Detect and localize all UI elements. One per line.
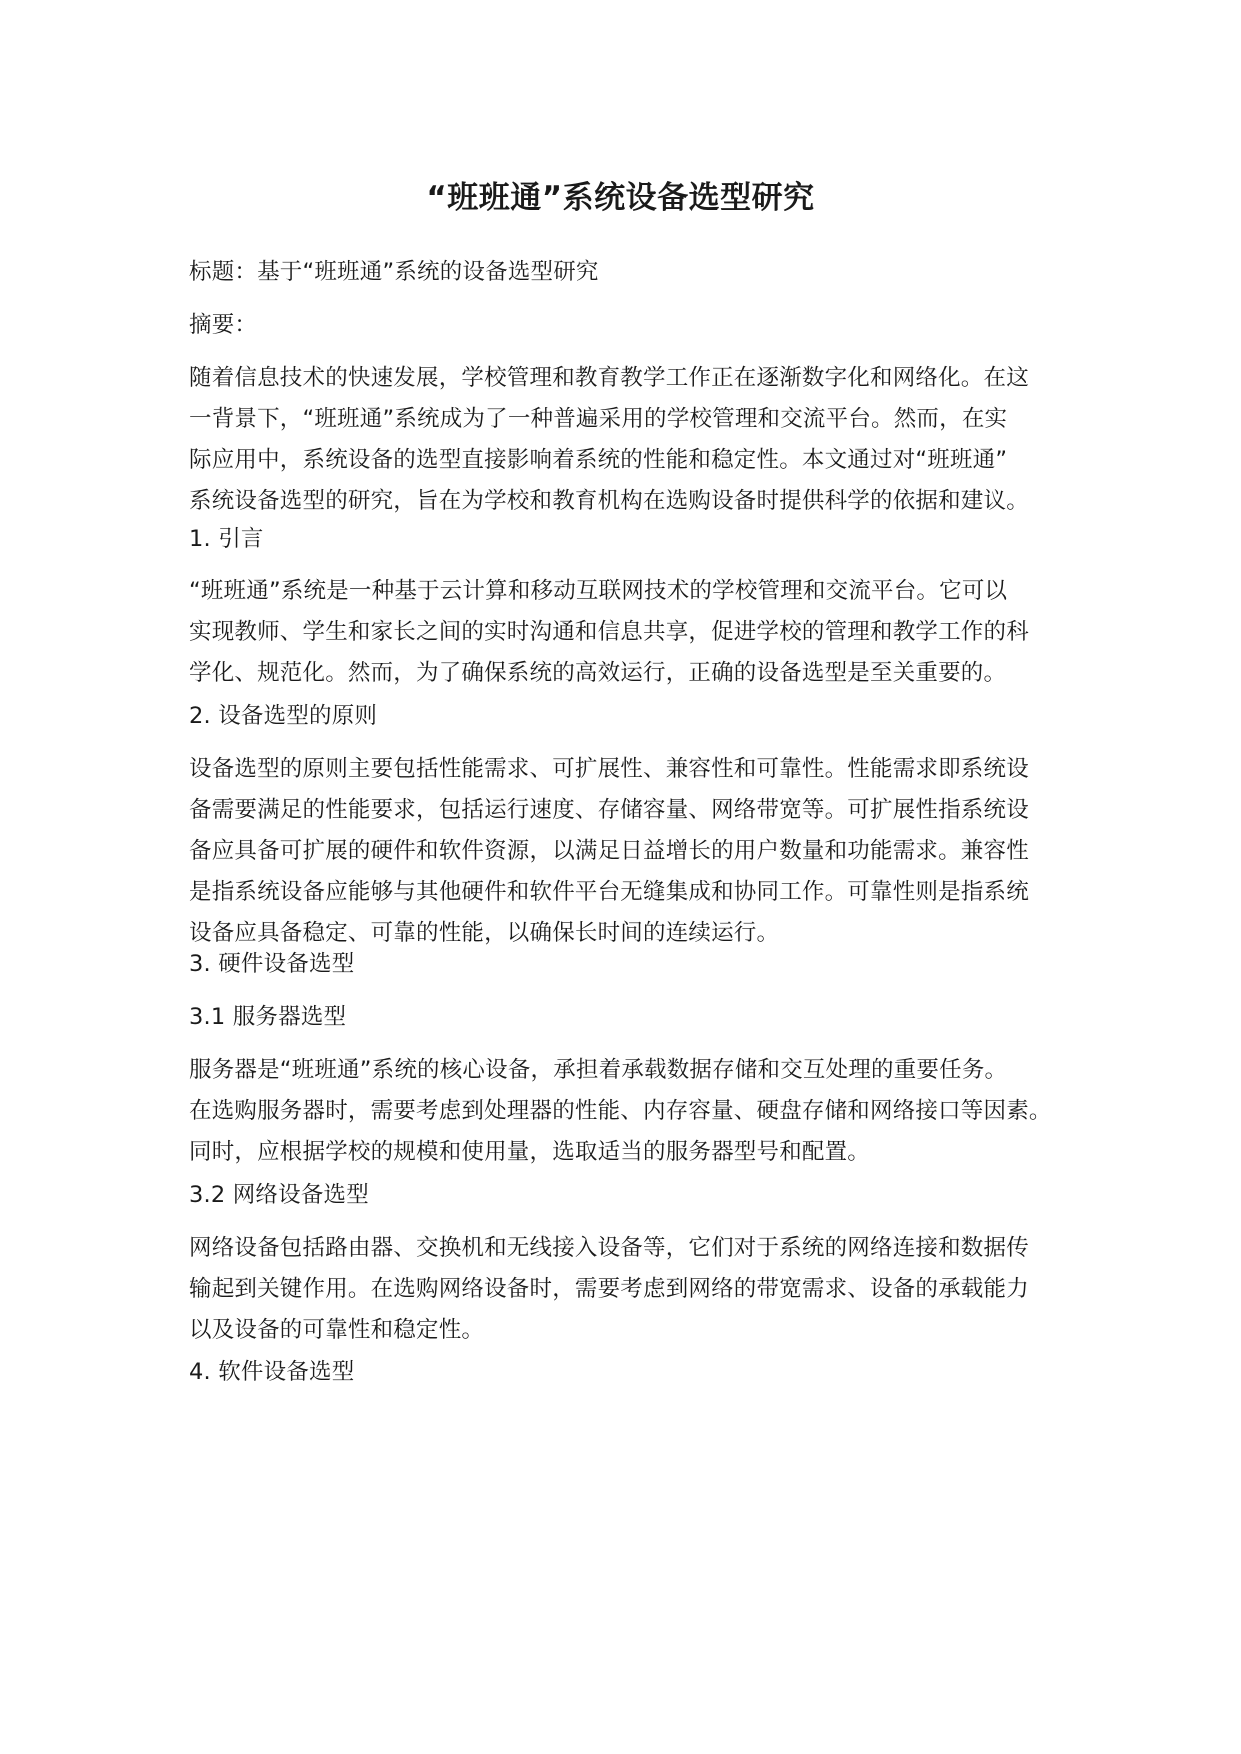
abstract-label: 摘要： bbox=[189, 312, 258, 338]
paragraph-line: “班班通”系统是一种基于云计算和移动互联网技术的学校管理和交流平台。它可以 bbox=[189, 578, 1008, 604]
section-heading: 1. 引言 bbox=[189, 526, 264, 552]
section1-paragraph bbox=[189, 571, 1069, 694]
section-heading: 2. 设备选型的原则 bbox=[189, 703, 378, 729]
paragraph-line: 同时，应根据学校的规模和使用量，选取适当的服务器型号和配置。 bbox=[189, 1139, 871, 1165]
paragraph-line: 备需要满足的性能要求，包括运行速度、存储容量、网络带宽等。可扩展性指系统设 bbox=[189, 797, 1029, 823]
paragraph-line: 一背景下，“班班通”系统成为了一种普遍采用的学校管理和交流平台。然而，在实 bbox=[189, 406, 1008, 432]
subsection-heading: 3.1 服务器选型 bbox=[189, 1004, 347, 1030]
section3-2-paragraph bbox=[189, 1228, 1069, 1351]
paragraph-line: 在选购服务器时，需要考虑到处理器的性能、内存容量、硬盘存储和网络接口等因素。 bbox=[189, 1098, 1052, 1124]
paragraph-line: 实现教师、学生和家长之间的实时沟通和信息共享，促进学校的管理和教学工作的科 bbox=[189, 619, 1029, 645]
section2-paragraph bbox=[189, 749, 1069, 954]
paragraph-line: 学化、规范化。然而，为了确保系统的高效运行，正确的设备选型是至关重要的。 bbox=[189, 660, 1007, 686]
paragraph-line: 备应具备可扩展的硬件和软件资源，以满足日益增长的用户数量和功能需求。兼容性 bbox=[189, 838, 1029, 864]
document-title: “班班通”系统设备选型研究 bbox=[426, 180, 815, 216]
section-heading: 4. 软件设备选型 bbox=[189, 1359, 355, 1385]
subsection-heading: 3.2 网络设备选型 bbox=[189, 1182, 369, 1208]
paragraph-line: 以及设备的可靠性和稳定性。 bbox=[189, 1317, 485, 1343]
abstract-paragraph bbox=[189, 358, 1069, 522]
paragraph-line: 输起到关键作用。在选购网络设备时，需要考虑到网络的带宽需求、设备的承载能力 bbox=[189, 1276, 1029, 1302]
paragraph-line: 设备应具备稳定、可靠的性能，以确保长时间的连续运行。 bbox=[189, 920, 780, 946]
section-heading: 3. 硬件设备选型 bbox=[189, 951, 355, 977]
paragraph-line: 服务器是“班班通”系统的核心设备，承担着承载数据存储和交互处理的重要任务。 bbox=[189, 1057, 1008, 1083]
paragraph-line: 网络设备包括路由器、交换机和无线接入设备等，它们对于系统的网络连接和数据传 bbox=[189, 1235, 1029, 1261]
subtitle-line: 标题：基于“班班通”系统的设备选型研究 bbox=[189, 259, 599, 285]
paragraph-line: 设备选型的原则主要包括性能需求、可扩展性、兼容性和可靠性。性能需求即系统设 bbox=[189, 756, 1029, 782]
paragraph-line: 系统设备选型的研究，旨在为学校和教育机构在选购设备时提供科学的依据和建议。 bbox=[189, 488, 1029, 514]
section3-1-paragraph bbox=[189, 1050, 1069, 1173]
paragraph-line: 际应用中，系统设备的选型直接影响着系统的性能和稳定性。本文通过对“班班通” bbox=[189, 447, 1008, 473]
paragraph-line: 随着信息技术的快速发展，学校管理和教育教学工作正在逐渐数字化和网络化。在这 bbox=[189, 365, 1029, 391]
paragraph-line: 是指系统设备应能够与其他硬件和软件平台无缝集成和协同工作。可靠性则是指系统 bbox=[189, 879, 1029, 905]
